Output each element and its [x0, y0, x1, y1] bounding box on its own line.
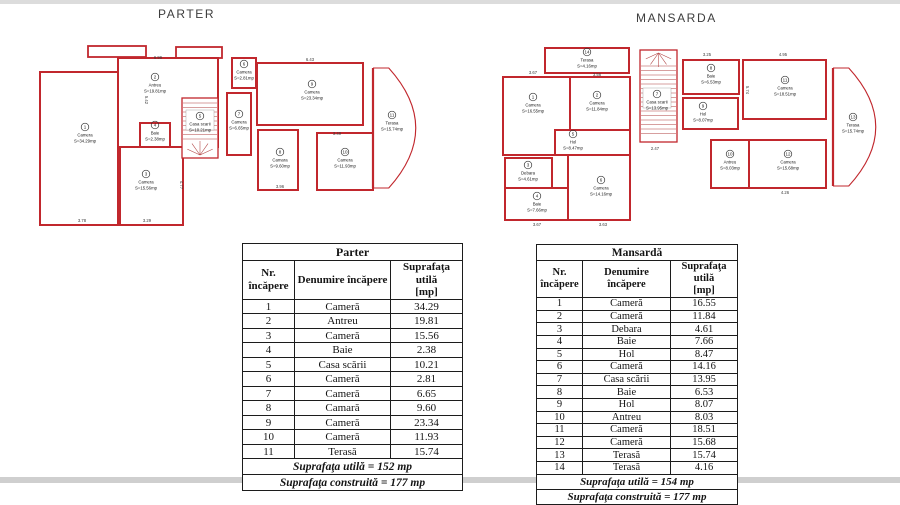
room-name: Debara — [520, 170, 536, 176]
table-row — [537, 411, 738, 424]
dimension-label: 6.43 — [305, 57, 315, 62]
room-parter-8 — [258, 130, 298, 190]
room-name: Terasa — [580, 57, 594, 63]
dimension-label: 3.25 — [702, 52, 712, 57]
cell-name: Cameră — [295, 430, 391, 445]
room-number: 10 — [342, 149, 348, 155]
room-number: 4 — [535, 193, 539, 199]
room-parter-11 — [373, 68, 416, 188]
room-area: S=2.81mp — [234, 75, 254, 81]
room-mansarda-14 — [545, 48, 629, 73]
room-area: S=18.51mp — [773, 91, 797, 97]
table-row — [537, 335, 738, 348]
table-row — [537, 323, 738, 336]
room-name: Baie — [706, 73, 716, 79]
table-row — [243, 401, 463, 416]
cell-name: Casa scării — [295, 357, 391, 372]
room-area: S=6.65mp — [229, 125, 249, 131]
table-footer-row — [243, 459, 463, 475]
room-number: 9 — [701, 103, 705, 109]
cell-name: Baie — [583, 386, 671, 399]
cell-area: 15.68 — [671, 436, 738, 449]
dimension-label: 3.67 — [528, 70, 538, 75]
table-row — [537, 361, 738, 374]
table-row — [243, 343, 463, 358]
floorplan-mansarda — [485, 28, 885, 246]
room-number: 14 — [584, 49, 590, 55]
dimension-label: 4.95 — [778, 52, 788, 57]
cell-name: Debara — [583, 323, 671, 336]
table-title: Parter — [243, 244, 463, 261]
room-number: 2 — [595, 92, 599, 98]
cell-name: Casa scării — [583, 373, 671, 386]
room-number: 3 — [144, 171, 148, 177]
cell-name: Cameră — [583, 298, 671, 311]
cell-name: Cameră — [295, 372, 391, 387]
top-scan-band — [0, 0, 900, 4]
room-mansarda-2 — [570, 77, 630, 130]
room-number: 10 — [727, 151, 733, 157]
cell-name: Cameră — [295, 328, 391, 343]
room-parter-1 — [40, 72, 118, 225]
cell-area: 19.81 — [391, 314, 463, 329]
room-number: 8 — [278, 149, 282, 155]
cell-area: 23.34 — [391, 415, 463, 430]
cell-area: 15.56 — [391, 328, 463, 343]
cell-nr: 1 — [243, 299, 295, 314]
cell-area: 11.84 — [671, 310, 738, 323]
cell-area: 34.29 — [391, 299, 463, 314]
cell-name: Antreu — [295, 314, 391, 329]
cell-nr: 2 — [243, 314, 295, 329]
area-table-mansarda — [536, 244, 738, 505]
room-number: 3 — [526, 162, 530, 168]
room-number: 5 — [571, 131, 575, 137]
room-number: 2 — [153, 74, 157, 80]
table-header-row — [243, 261, 463, 300]
room-area: S=6.53mp — [701, 79, 721, 85]
table-row — [243, 415, 463, 430]
cell-name: Hol — [583, 398, 671, 411]
dimension-label: 5.74 — [745, 85, 750, 95]
room-mansarda-11 — [743, 60, 826, 119]
table-row — [537, 310, 738, 323]
cell-nr: 4 — [243, 343, 295, 358]
dimension-label: 4.26 — [780, 190, 790, 195]
cell-area: 8.07 — [671, 398, 738, 411]
table-row — [537, 436, 738, 449]
cell-area: 2.38 — [391, 343, 463, 358]
cell-area: 6.53 — [671, 386, 738, 399]
room-area: S=19.81mp — [143, 88, 167, 94]
room-number: 6 — [599, 177, 603, 183]
porch-strip — [176, 47, 222, 58]
dimension-label: 5.42 — [144, 95, 149, 105]
table-row — [537, 424, 738, 437]
room-area: S=4.61mp — [518, 176, 538, 182]
cell-name: Antreu — [583, 411, 671, 424]
cell-nr: 10 — [243, 430, 295, 445]
cell-nr: 1 — [537, 298, 583, 311]
dimension-label: 3.67 — [532, 222, 542, 227]
cell-area: 13.95 — [671, 373, 738, 386]
cell-nr: 7 — [243, 386, 295, 401]
room-area: S=11.93mp — [334, 163, 356, 169]
room-mansarda-9 — [683, 98, 738, 129]
room-number: 1 — [531, 94, 535, 100]
room-name: Baie — [532, 201, 542, 207]
room-area: S=13.95mp — [645, 105, 669, 111]
table-footer-total: Suprafaţa utilă = 152 mp — [243, 459, 463, 475]
table-title-row — [243, 244, 463, 261]
room-mansarda-8 — [683, 60, 739, 94]
room-area: S=16.55mp — [521, 108, 545, 114]
cell-nr: 10 — [537, 411, 583, 424]
table-row — [537, 398, 738, 411]
room-name: Camera — [337, 157, 353, 163]
dimension-label: 3.49 — [332, 131, 342, 136]
cell-nr: 13 — [537, 449, 583, 462]
room-number: 7 — [655, 91, 659, 97]
room-area: S=8.47mp — [563, 145, 583, 151]
cell-area: 2.81 — [391, 372, 463, 387]
table-row — [243, 299, 463, 314]
room-name: Camera — [589, 100, 605, 106]
cell-nr: 9 — [243, 415, 295, 430]
table-row — [537, 449, 738, 462]
room-number: 12 — [785, 151, 791, 157]
table-footer-total: Suprafaţa construită = 177 mp — [243, 475, 463, 491]
cell-area: 8.03 — [671, 411, 738, 424]
room-name: Casa scarii — [189, 121, 211, 127]
dimension-label: 3.96 — [275, 184, 285, 189]
cell-name: Terasă — [295, 444, 391, 459]
cell-name: Cameră — [295, 299, 391, 314]
room-area: S=10.21mp — [188, 127, 212, 133]
dimension-label: 3.56 — [592, 72, 602, 77]
cell-name: Baie — [583, 335, 671, 348]
table-row — [537, 386, 738, 399]
cell-name: Hol — [583, 348, 671, 361]
room-name: Camera — [304, 89, 320, 95]
plan-title-parter: PARTER — [158, 7, 216, 21]
room-name: Camera — [777, 85, 793, 91]
table-footer-row — [537, 474, 738, 489]
room-name: Antreu — [148, 82, 162, 88]
table-row — [243, 430, 463, 445]
room-name: Camera — [77, 132, 93, 138]
cell-nr: 4 — [537, 335, 583, 348]
room-area: S=14.16mp — [589, 191, 613, 197]
room-parter-7 — [227, 93, 251, 155]
cell-area: 10.21 — [391, 357, 463, 372]
plan-title-mansarda: MANSARDA — [636, 11, 717, 25]
table-row — [243, 444, 463, 459]
room-number: 6 — [242, 61, 246, 67]
room-walls — [40, 72, 118, 225]
dimension-label: 2.47 — [650, 146, 660, 151]
dimension-label: 4.77 — [179, 180, 184, 190]
cell-nr: 8 — [243, 401, 295, 416]
column-header: Nr. încăpere — [243, 261, 295, 300]
column-header: Denumire încăpere — [295, 261, 391, 300]
dimension-label: 3.78 — [77, 218, 87, 223]
table-footer-total: Suprafaţa utilă = 154 mp — [537, 474, 738, 489]
room-number: 1 — [83, 124, 87, 130]
table-row — [243, 328, 463, 343]
room-area: S=4.16mp — [577, 63, 597, 69]
room-area: S=9.60mp — [270, 163, 290, 169]
room-mansarda-10 — [711, 140, 749, 188]
room-number: 4 — [153, 122, 157, 128]
room-mansarda-6 — [568, 155, 630, 220]
cell-nr: 7 — [537, 373, 583, 386]
room-area: S=7.66mp — [527, 207, 547, 213]
cell-name: Cameră — [295, 386, 391, 401]
cell-area: 11.93 — [391, 430, 463, 445]
room-number: 9 — [310, 81, 314, 87]
column-header: Nr. încăpere — [537, 261, 583, 298]
room-name: Hol — [569, 139, 577, 145]
cell-area: 6.65 — [391, 386, 463, 401]
dimension-label: 6.99 — [153, 55, 163, 60]
room-number: 11 — [782, 77, 788, 83]
column-header: Suprafaţa utilă [mp] — [671, 261, 738, 298]
table-row — [537, 461, 738, 474]
table-row — [243, 386, 463, 401]
room-mansarda-5 — [555, 130, 630, 155]
table-footer-row — [537, 489, 738, 504]
cell-name: Camară — [295, 401, 391, 416]
cell-nr: 12 — [537, 436, 583, 449]
cell-area: 15.74 — [671, 449, 738, 462]
room-name: Camera — [525, 102, 541, 108]
cell-nr: 2 — [537, 310, 583, 323]
cell-nr: 14 — [537, 461, 583, 474]
cell-name: Terasă — [583, 449, 671, 462]
room-parter-6 — [232, 58, 256, 88]
room-number: 13 — [850, 114, 856, 120]
room-name: Camara — [272, 157, 288, 163]
dimension-label: 3.63 — [598, 222, 608, 227]
room-walls — [683, 98, 738, 129]
room-name: Antreu — [723, 159, 737, 165]
room-number: 11 — [389, 112, 395, 118]
room-area: S=8.03mp — [720, 165, 740, 171]
column-header: Denumire încăpere — [583, 261, 671, 298]
room-area: S=15.68mp — [776, 165, 800, 171]
cell-area: 18.51 — [671, 424, 738, 437]
cell-name: Cameră — [295, 415, 391, 430]
cell-area: 8.47 — [671, 348, 738, 361]
room-area: S=15.56mp — [134, 185, 158, 191]
cell-name: Cameră — [583, 424, 671, 437]
room-parter-4 — [140, 121, 170, 147]
porch-strip — [88, 46, 146, 57]
room-name: Terasa — [846, 122, 860, 128]
room-name: Camera — [138, 179, 154, 185]
cell-name: Cameră — [583, 436, 671, 449]
dimension-label: 3.29 — [142, 218, 152, 223]
room-area: S=11.84mp — [586, 106, 608, 112]
room-mansarda-12 — [749, 140, 826, 188]
room-mansarda-7 — [640, 50, 677, 142]
cell-nr: 11 — [243, 444, 295, 459]
cell-nr: 8 — [537, 386, 583, 399]
cell-area: 14.16 — [671, 361, 738, 374]
table-row — [537, 348, 738, 361]
room-name: Camera — [593, 185, 609, 191]
cell-name: Baie — [295, 343, 391, 358]
room-number: 8 — [709, 65, 713, 71]
cell-nr: 9 — [537, 398, 583, 411]
room-name: Camera — [780, 159, 796, 165]
room-mansarda-13 — [833, 68, 876, 186]
room-number: 5 — [198, 113, 202, 119]
table-row — [537, 298, 738, 311]
cell-nr: 5 — [243, 357, 295, 372]
area-table-parter — [242, 243, 463, 491]
cell-nr: 11 — [537, 424, 583, 437]
cell-name: Terasă — [583, 461, 671, 474]
room-name: Hol — [699, 111, 707, 117]
room-name: Terasa — [385, 120, 399, 126]
room-area: S=23.34mp — [300, 95, 324, 101]
cell-nr: 6 — [243, 372, 295, 387]
room-mansarda-4 — [505, 188, 568, 220]
column-header: Suprafaţa utilă [mp] — [391, 261, 463, 300]
cell-nr: 3 — [243, 328, 295, 343]
cell-area: 7.66 — [671, 335, 738, 348]
cell-area: 4.16 — [671, 461, 738, 474]
cell-area: 4.61 — [671, 323, 738, 336]
room-name: Baie — [150, 130, 160, 136]
cell-area: 16.55 — [671, 298, 738, 311]
table-row — [243, 357, 463, 372]
table-title-row — [537, 245, 738, 261]
floorplan-parter — [25, 28, 435, 243]
room-area: S=34.29mp — [73, 138, 97, 144]
cell-nr: 6 — [537, 361, 583, 374]
cell-nr: 5 — [537, 348, 583, 361]
room-parter-3 — [120, 147, 183, 225]
room-area: S=15.74mp — [380, 126, 404, 132]
cell-area: 15.74 — [391, 444, 463, 459]
room-area: S=15.74mp — [841, 128, 865, 134]
table-footer-total: Suprafaţa construită = 177 mp — [537, 489, 738, 504]
room-name: Casa scarii — [646, 99, 668, 105]
table-header-row — [537, 261, 738, 298]
room-name: Camera — [231, 119, 247, 125]
room-area: S=8.07mp — [693, 117, 713, 123]
room-parter-9 — [257, 63, 363, 125]
table-title: Mansardă — [537, 245, 738, 261]
room-parter-10 — [317, 133, 373, 190]
cell-nr: 3 — [537, 323, 583, 336]
table-row — [243, 314, 463, 329]
room-mansarda-3 — [505, 158, 552, 188]
room-walls — [555, 130, 630, 155]
room-parter-5 — [182, 98, 218, 158]
cell-name: Cameră — [583, 310, 671, 323]
room-area: S=2.38mp — [145, 136, 165, 142]
cell-area: 9.60 — [391, 401, 463, 416]
table-row — [243, 372, 463, 387]
room-name: Camera — [236, 69, 252, 75]
room-number: 7 — [237, 111, 241, 117]
cell-name: Cameră — [583, 361, 671, 374]
table-row — [537, 373, 738, 386]
